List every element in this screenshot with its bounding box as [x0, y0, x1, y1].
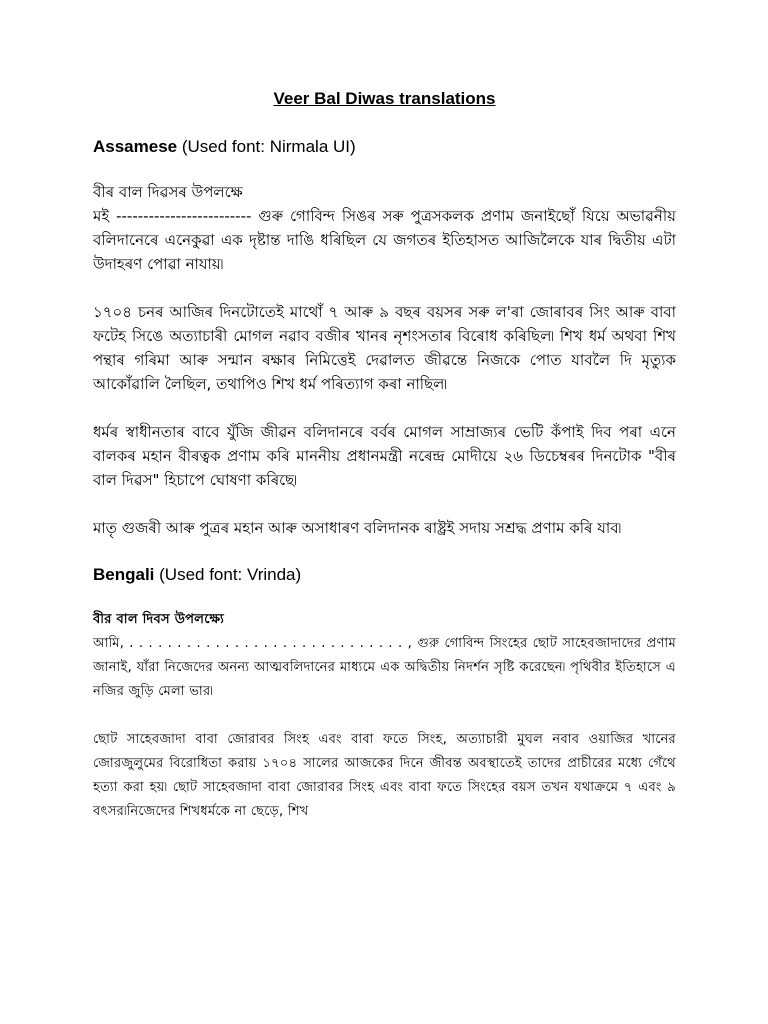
- assamese-heading-font: (Used font: Nirmala UI): [177, 137, 356, 156]
- assamese-paragraph-3: [93, 420, 676, 492]
- bengali-paragraph-2: [93, 728, 676, 824]
- bengali-section: [93, 564, 676, 824]
- assamese-paragraph-3-body: ধৰ্মৰ স্বাধীনতাৰ বাবে যুঁজি জীৱন বলিদানৰে বৰ্বৰ মোগল সাম্ৰাজ্যৰ ভেটি কঁপাই দিব পৰা এনে বালকৰ মহান বীৰত্বক প্ৰণাম কৰি মাননীয় প্ৰধানমন্ত্ৰী নৰেন্দ্ৰ মোদীয়ে ২৬ ডিচেম্বৰৰ দিনটোক "বীৰ বাল দিৱস" হিচাপে ঘোষণা কৰিছে৷: [93, 423, 676, 489]
- assamese-paragraph-2: [93, 300, 676, 396]
- bengali-heading-language: Bengali: [93, 565, 155, 584]
- assamese-heading-language: Assamese: [93, 137, 178, 156]
- assamese-section: [93, 136, 676, 540]
- assamese-paragraph-2-body: ১৭০৪ চনৰ আজিৰ দিনটোতেই মাথোঁ ৭ আৰু ৯ বছৰ বয়সৰ সৰু ল'ৰা জোৰাবৰ সিং আৰু বাবা ফটেহ সিঙে অত্যাচাৰী মোগল নৱাব বজীৰ খানৰ নৃশংসতাৰ বিৰোধ কৰিছিল৷ শিখ ধৰ্ম অথবা শিখ পন্থাৰ গৰিমা আৰু সন্মান ৰক্ষাৰ নিমিত্তেই দেৱালত জীৱন্তে নিজকে পোত যাবলৈ দি মৃত্যুক আকোঁৱালি লৈছিল, তথাপিও শিখ ধৰ্ম পৰিত্যাগ কৰা নাছিল৷: [93, 303, 676, 393]
- bengali-paragraph-1: [93, 608, 676, 704]
- bengali-paragraph-2-body: ছোট সাহেবজাদা বাবা জোরাবর সিংহ এবং বাবা ফতে সিংহ, অত্যাচারী মুঘল নবাব ওয়াজির খানের জোরজুলুমের বিরোধিতা করায় ১৭০৪ সালের আজকের দিনে জীবন্ত অবস্থাতেই তাদের প্রাচীরের মধ্যে গেঁথে হত্যা করা হয়৷ ছোট সাহেবজাদা বাবা জোরাবর সিংহ এবং বাবা ফতে সিংহের বয়স তখন যথাক্রমে ৭ এবং ৯ বৎসর৷নিজেদের শিখধর্মকে না ছেড়ে, শিখ: [93, 732, 676, 819]
- document-title: Veer Bal Diwas translations: [273, 89, 496, 108]
- bengali-heading: [93, 564, 676, 586]
- bengali-paragraph-1-title: বীর বাল দিবস উপলক্ষ্যে: [93, 612, 225, 627]
- bengali-paragraph-1-body: আমি, . . . . . . . . . . . . . . . . . . . . . . . . . . . . . , গুরু গোবিন্দ সিংহের ছোট সাহেবজাদাদের প্রণাম জানাই, যাঁরা নিজেদের অনন্য আত্মবলিদানের মাধ্যমে এক অদ্বিতীয় নিদর্শন সৃষ্টি করেছেন৷ পৃথিবীর ইতিহাসে এ নজির জুড়ি মেলা ভার৷: [93, 636, 676, 699]
- assamese-paragraph-1: [93, 180, 676, 276]
- assamese-paragraph-1-title: বীৰ বাল দিৱসৰ উপলক্ষে: [93, 183, 243, 201]
- assamese-paragraph-4-body: মাতৃ গুজৰী আৰু পুত্ৰৰ মহান আৰু অসাধাৰণ বলিদানক ৰাষ্ট্ৰই সদায় সশ্ৰদ্ধ প্ৰণাম কৰি যাব৷: [93, 519, 622, 537]
- assamese-heading: [93, 136, 676, 158]
- bengali-heading-font: (Used font: Vrinda): [154, 565, 302, 584]
- assamese-paragraph-1-body: মই ------------------------- গুৰু গোবিন্দ সিঙৰ সৰু পুত্ৰসকলক প্ৰণাম জনাইছোঁ যিয়ে অভাৱনীয় বলিদানেৰে এনেকুৱা এক দৃষ্টান্ত দাঙি ধৰিছিল যে জগতৰ ইতিহাসত আজিলৈকে যাৰ দ্বিতীয় এটা উদাহৰণ পোৱা নাযায়৷: [93, 207, 676, 273]
- assamese-paragraph-4: [93, 516, 676, 540]
